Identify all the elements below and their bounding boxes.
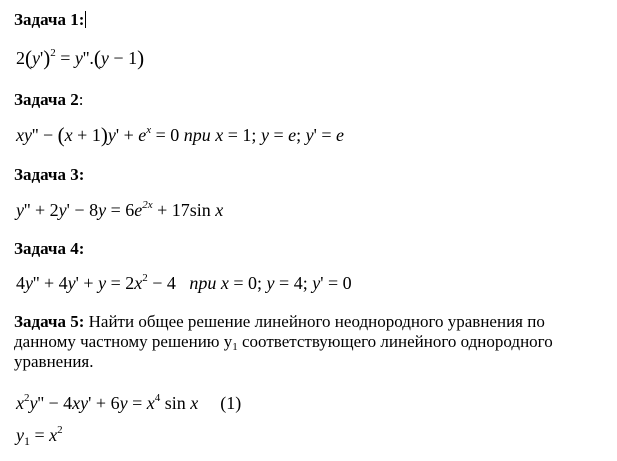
task-1-heading xyxy=(14,10,86,30)
task-2-label: Задача 2 xyxy=(14,90,79,109)
task-4-label: Задача 4: xyxy=(14,239,85,258)
task-5-formula: $x^2y'' - 4xy' + 6y = x^4$ sin x (1) xyxy=(16,392,242,413)
task-5-paragraph: Задача 5: Найти общее решение линейного неоднородного уравнения по данному частному решению $y_1$ соответствующего линейного однородного уравнения. xyxy=(14,312,553,371)
task-1-formula: $2(y')^2 = y''.(y - 1)$ xyxy=(16,46,145,70)
task-3-label: Задача 3: xyxy=(14,165,85,184)
task-5-text: Найти общее решение линейного неоднородного уравнения по данному частному решению y xyxy=(14,312,545,351)
task-4-formula: $4y'' + 4y' + y = 2x^2 - 4$ при x = 0; y = 4; y' = 0 xyxy=(16,272,352,293)
text-cursor xyxy=(85,11,86,28)
task-2-formula: $xy'' - (x + 1)y' + e^x = 0$ при x = 1; y = e; y' = e xyxy=(16,123,345,147)
task-4-heading xyxy=(14,239,84,259)
equation-number: (1) xyxy=(220,393,242,413)
task-3-heading xyxy=(14,165,84,185)
task-5-solution: $y_1 = x^2$ xyxy=(16,424,63,448)
task-1-label: Задача 1: xyxy=(14,10,85,29)
task-2-heading: Задача 2: xyxy=(14,90,84,109)
task-3-formula: $y'' + 2y' - 8y = 6e^{2x} + 17\sin$ x xyxy=(16,199,224,220)
task-5-label: Задача 5: xyxy=(14,312,85,331)
